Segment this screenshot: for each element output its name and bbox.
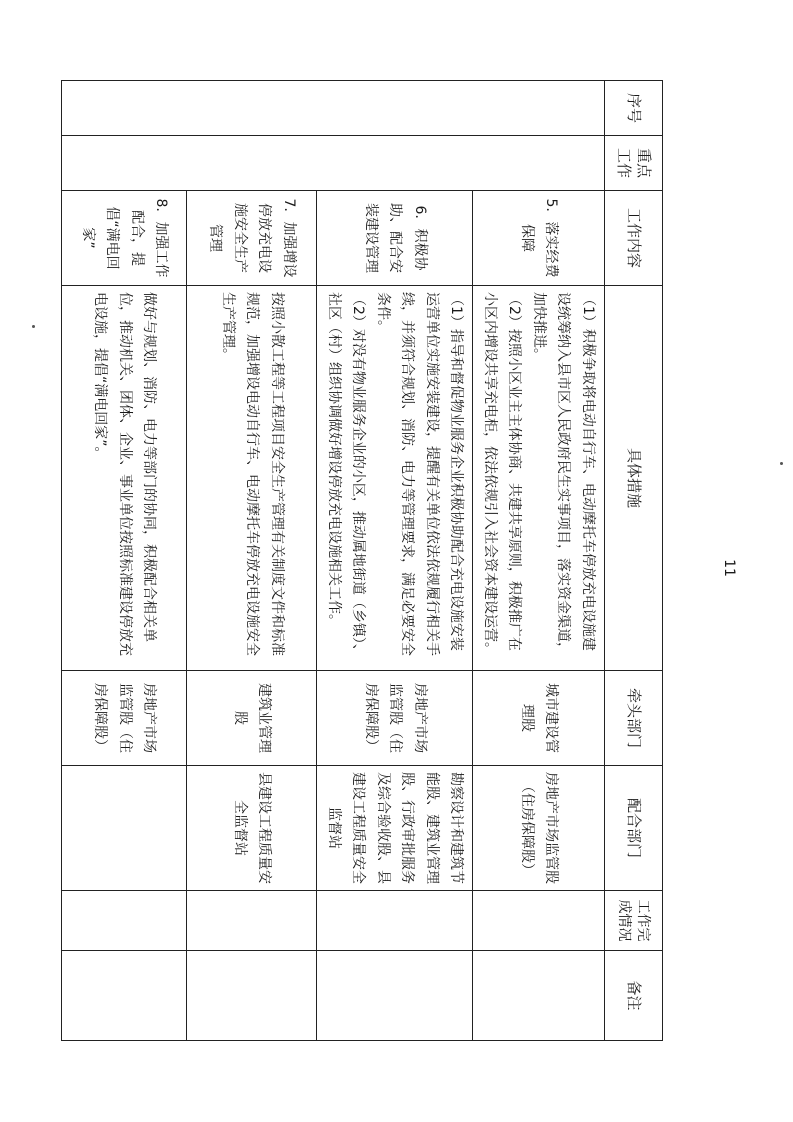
content-cell: 5．落实经费保障 bbox=[473, 191, 605, 286]
coop-dept-cell: 县建设工程质量安全监督站 bbox=[187, 766, 317, 891]
scan-speck bbox=[32, 325, 35, 328]
remarks-cell bbox=[317, 951, 473, 1041]
coop-dept-cell: 房地产市场监管股（住房保障股） bbox=[473, 766, 605, 891]
table-row bbox=[473, 81, 605, 1041]
measures-table-sheet bbox=[80, 80, 663, 1040]
key-work-cell bbox=[62, 136, 605, 191]
content-cell: 7．加强增设停放充电设施安全生产管理 bbox=[187, 191, 317, 286]
status-cell bbox=[473, 891, 605, 951]
remarks-cell bbox=[473, 951, 605, 1041]
measure-item: （1）指导和督促物业服务企业积极协助配合充电设施安装运营单位实施安装建设，提醒有关单位依法依规履行相关手续，并须符合规划、消防、电力等管理要求，满足必要安全条件。 bbox=[375, 292, 465, 656]
status-cell bbox=[187, 891, 317, 951]
lead-dept-cell: 房地产市场监管股（住房保障股） bbox=[317, 671, 473, 766]
header-content: 工作内容 bbox=[605, 191, 663, 286]
measures-cell bbox=[317, 286, 473, 671]
measure-item: （1）积极争取将电动自行车、电动摩托车停放充电设施建设统筹纳入县市区人民政府民生实事项目，落实资金渠道，加快推进。 bbox=[531, 292, 596, 656]
content-cell: 8．加强工作配合，提倡“满电回家” bbox=[62, 191, 187, 286]
table-row bbox=[317, 81, 473, 1041]
measures-cell bbox=[62, 286, 187, 671]
measure-item: （2）按照小区业主主体协商、共建共享原则，积极推广在小区内增设共享充电柜，依法依规引入社会资本建设运营。 bbox=[482, 292, 523, 656]
header-key-work: 重点工作 bbox=[605, 136, 663, 191]
rotated-page bbox=[80, 80, 663, 1040]
measures-table bbox=[62, 80, 664, 1041]
lead-dept-cell: 城市建设管理股 bbox=[473, 671, 605, 766]
header-coop-dept: 配合部门 bbox=[605, 766, 663, 891]
measures-cell bbox=[187, 286, 317, 671]
remarks-cell bbox=[62, 951, 187, 1041]
coop-dept-cell: 勘察设计和建筑节能股、建筑业管理股、行政审批服务及综合验收股、县建设工程质量安全监督站 bbox=[317, 766, 473, 891]
page-number: 11 bbox=[720, 559, 737, 577]
table-row bbox=[187, 81, 317, 1041]
header-status: 工作完成情况 bbox=[605, 891, 663, 951]
lead-dept-cell: 建筑业管理股 bbox=[187, 671, 317, 766]
measures-cell bbox=[473, 286, 605, 671]
measure-item: 做好与规划、消防、电力等部门的协同，积极配合相关单位，推动机关、团体、企业、事业单位按照标准建设停放充电设施，提倡“满电回家”。 bbox=[92, 292, 158, 656]
header-serial: 序号 bbox=[605, 81, 663, 136]
status-cell bbox=[317, 891, 473, 951]
scan-speck bbox=[780, 462, 783, 465]
content-cell: 6．积极协助、配合安装建设管理 bbox=[317, 191, 473, 286]
remarks-cell bbox=[187, 951, 317, 1041]
table-row bbox=[62, 81, 187, 1041]
measure-item: 按照小散工程等工程项目安全生产管理有关制度文件和标准规范，加强增设电动自行车、电动摩托车停放充电设施安全生产管理。 bbox=[219, 292, 285, 656]
header-lead-dept: 牵头部门 bbox=[605, 671, 663, 766]
header-remarks: 备注 bbox=[605, 951, 663, 1041]
measure-item: （2）对没有物业服务企业的小区，推动属地街道（乡镇）、社区（村）组织协调做好增设停放充电设施相关工作。 bbox=[326, 292, 367, 658]
header-measures: 具体措施 bbox=[605, 286, 663, 671]
lead-dept-cell: 房地产市场监管股（住房保障股） bbox=[62, 671, 187, 766]
coop-dept-cell bbox=[62, 766, 187, 891]
serial-cell bbox=[62, 81, 605, 136]
status-cell bbox=[62, 891, 187, 951]
